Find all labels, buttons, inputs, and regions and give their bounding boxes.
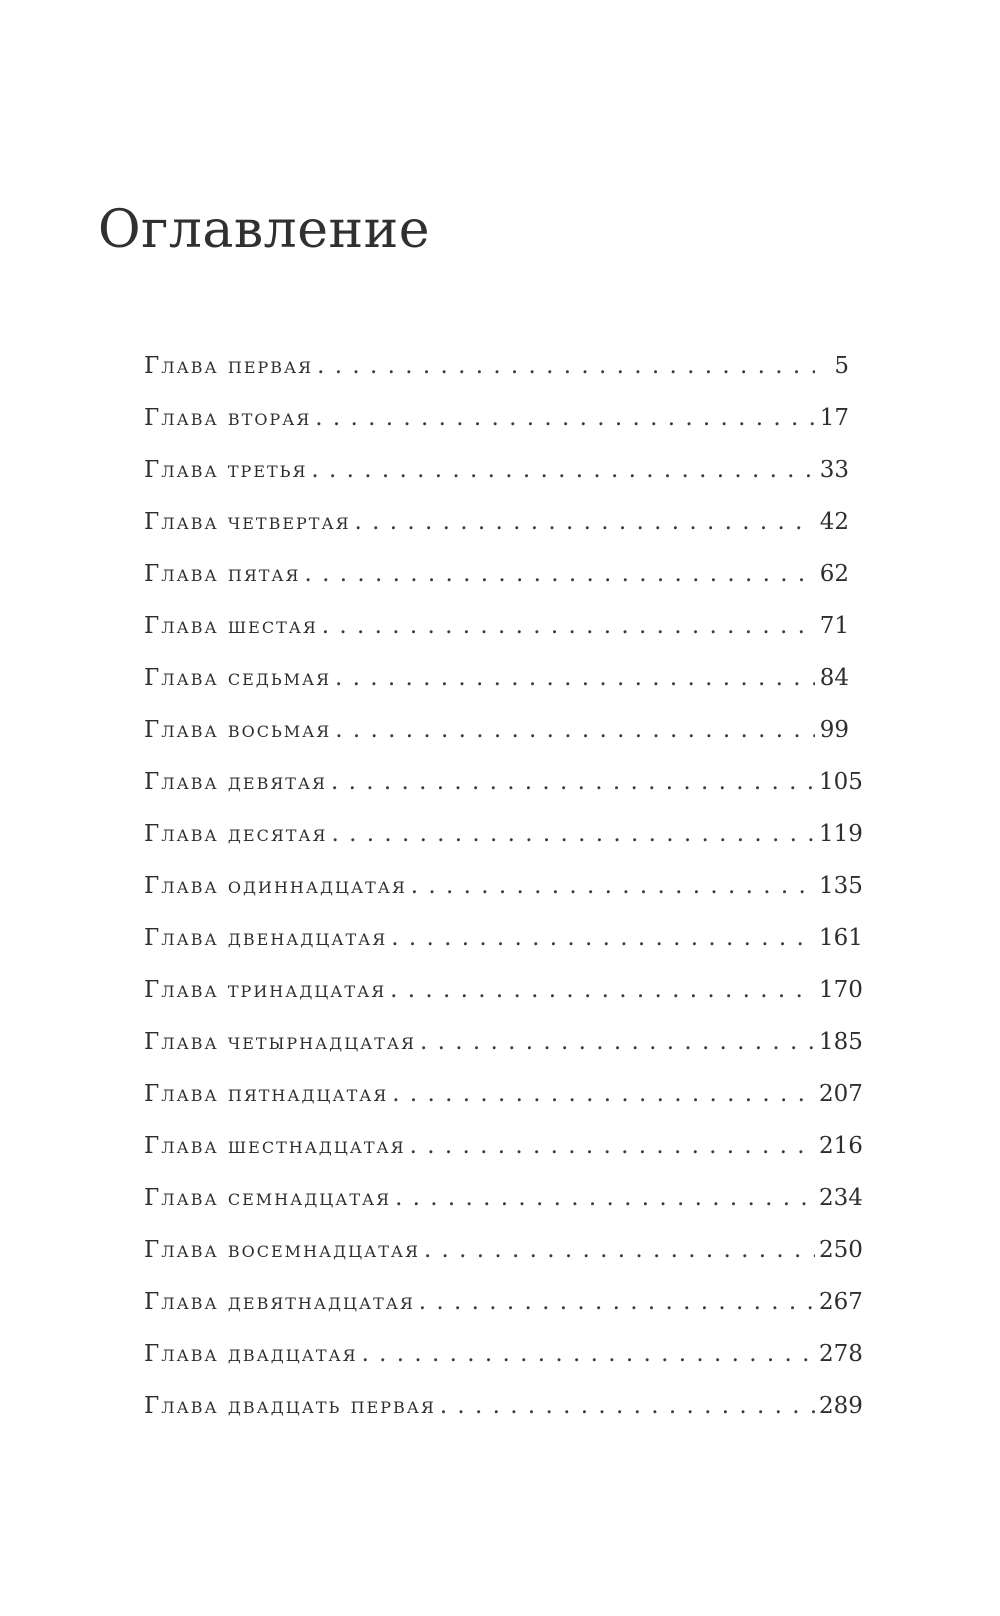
toc-entry-page-number: 289	[819, 1393, 863, 1419]
toc-dot-leader	[411, 860, 815, 912]
toc-dot-leader	[317, 340, 815, 392]
toc-entry-page-number: 42	[819, 509, 849, 535]
toc-entry	[144, 1380, 863, 1432]
toc-entry	[144, 548, 849, 600]
toc-entry	[144, 392, 849, 444]
toc-entry-label: Глава двадцать первая	[144, 1393, 436, 1419]
toc-dot-leader	[420, 1016, 815, 1068]
toc-dot-leader	[335, 652, 815, 704]
toc-entry	[144, 1224, 863, 1276]
toc-dot-leader	[440, 1380, 815, 1432]
toc-entry-label: Глава восьмая	[144, 717, 332, 743]
toc-entry-label: Глава шестнадцатая	[144, 1133, 406, 1159]
toc-entry	[144, 1016, 863, 1068]
toc-entry	[144, 704, 849, 756]
toc-entry-page-number: 84	[819, 665, 849, 691]
toc-dot-leader	[419, 1276, 815, 1328]
toc-entry-label: Глава девятнадцатая	[144, 1289, 415, 1315]
toc-entry-label: Глава девятая	[144, 769, 327, 795]
toc-entry-label: Глава восемнадцатая	[144, 1237, 420, 1263]
toc-entry-page-number: 105	[819, 769, 863, 795]
toc-dot-leader	[311, 444, 815, 496]
toc-entry-label: Глава семнадцатая	[144, 1185, 392, 1211]
toc-entry-page-number: 185	[819, 1029, 863, 1055]
toc-entry	[144, 1068, 863, 1120]
toc-dot-leader	[315, 392, 815, 444]
toc-entry	[144, 964, 863, 1016]
toc-dot-leader	[304, 548, 815, 600]
toc-entry-label: Глава тринадцатая	[144, 977, 387, 1003]
toc-dot-leader	[331, 756, 815, 808]
toc-entry-page-number: 119	[819, 821, 863, 847]
toc-dot-leader	[424, 1224, 815, 1276]
toc-dot-leader	[392, 1068, 815, 1120]
toc-entry	[144, 652, 849, 704]
toc-dot-leader	[322, 600, 815, 652]
toc-entry	[144, 600, 849, 652]
toc-entry-page-number: 99	[819, 717, 849, 743]
toc-entry-label: Глава четвертая	[144, 509, 351, 535]
toc-entry-page-number: 234	[819, 1185, 863, 1211]
toc-entry	[144, 444, 849, 496]
toc-entry-page-number: 33	[819, 457, 849, 483]
toc-entry	[144, 912, 863, 964]
toc-entry-label: Глава десятая	[144, 821, 328, 847]
toc-entry-label: Глава третья	[144, 457, 308, 483]
toc-dot-leader	[355, 496, 815, 548]
toc-entry-page-number: 135	[819, 873, 863, 899]
toc-entry	[144, 340, 849, 392]
toc-entry-page-number: 216	[819, 1133, 863, 1159]
toc-entry-label: Глава первая	[144, 353, 314, 379]
toc-entry-page-number: 161	[819, 925, 863, 951]
toc-entry-page-number: 71	[819, 613, 849, 639]
toc-entry-page-number: 62	[819, 561, 849, 587]
toc-entry-label: Глава вторая	[144, 405, 312, 431]
toc-entry	[144, 1276, 863, 1328]
toc-entry-page-number: 278	[819, 1341, 863, 1367]
table-of-contents	[144, 340, 863, 1432]
toc-dot-leader	[410, 1120, 815, 1172]
toc-entry	[144, 1328, 863, 1380]
toc-dot-leader	[390, 964, 815, 1016]
toc-entry-label: Глава пятая	[144, 561, 301, 587]
toc-entry	[144, 808, 863, 860]
toc-entry	[144, 756, 863, 808]
toc-dot-leader	[335, 704, 815, 756]
toc-entry-page-number: 17	[819, 405, 849, 431]
toc-entry	[144, 1120, 863, 1172]
toc-entry-label: Глава двадцатая	[144, 1341, 358, 1367]
toc-entry-label: Глава четырнадцатая	[144, 1029, 416, 1055]
toc-dot-leader	[395, 1172, 815, 1224]
toc-entry-page-number: 5	[834, 353, 849, 379]
toc-dot-leader	[331, 808, 815, 860]
toc-entry-page-number: 207	[819, 1081, 863, 1107]
page-title: Оглавление	[98, 200, 431, 260]
toc-entry-page-number: 267	[819, 1289, 863, 1315]
toc-entry-page-number: 170	[819, 977, 863, 1003]
toc-entry-label: Глава двенадцатая	[144, 925, 388, 951]
toc-entry	[144, 1172, 863, 1224]
toc-dot-leader	[391, 912, 815, 964]
toc-entry-label: Глава шестая	[144, 613, 318, 639]
toc-entry-label: Глава одиннадцатая	[144, 873, 407, 899]
toc-entry	[144, 496, 849, 548]
toc-entry-label: Глава пятнадцатая	[144, 1081, 389, 1107]
toc-entry	[144, 860, 863, 912]
toc-dot-leader	[362, 1328, 815, 1380]
toc-entry-page-number: 250	[819, 1237, 863, 1263]
toc-entry-label: Глава седьмая	[144, 665, 332, 691]
